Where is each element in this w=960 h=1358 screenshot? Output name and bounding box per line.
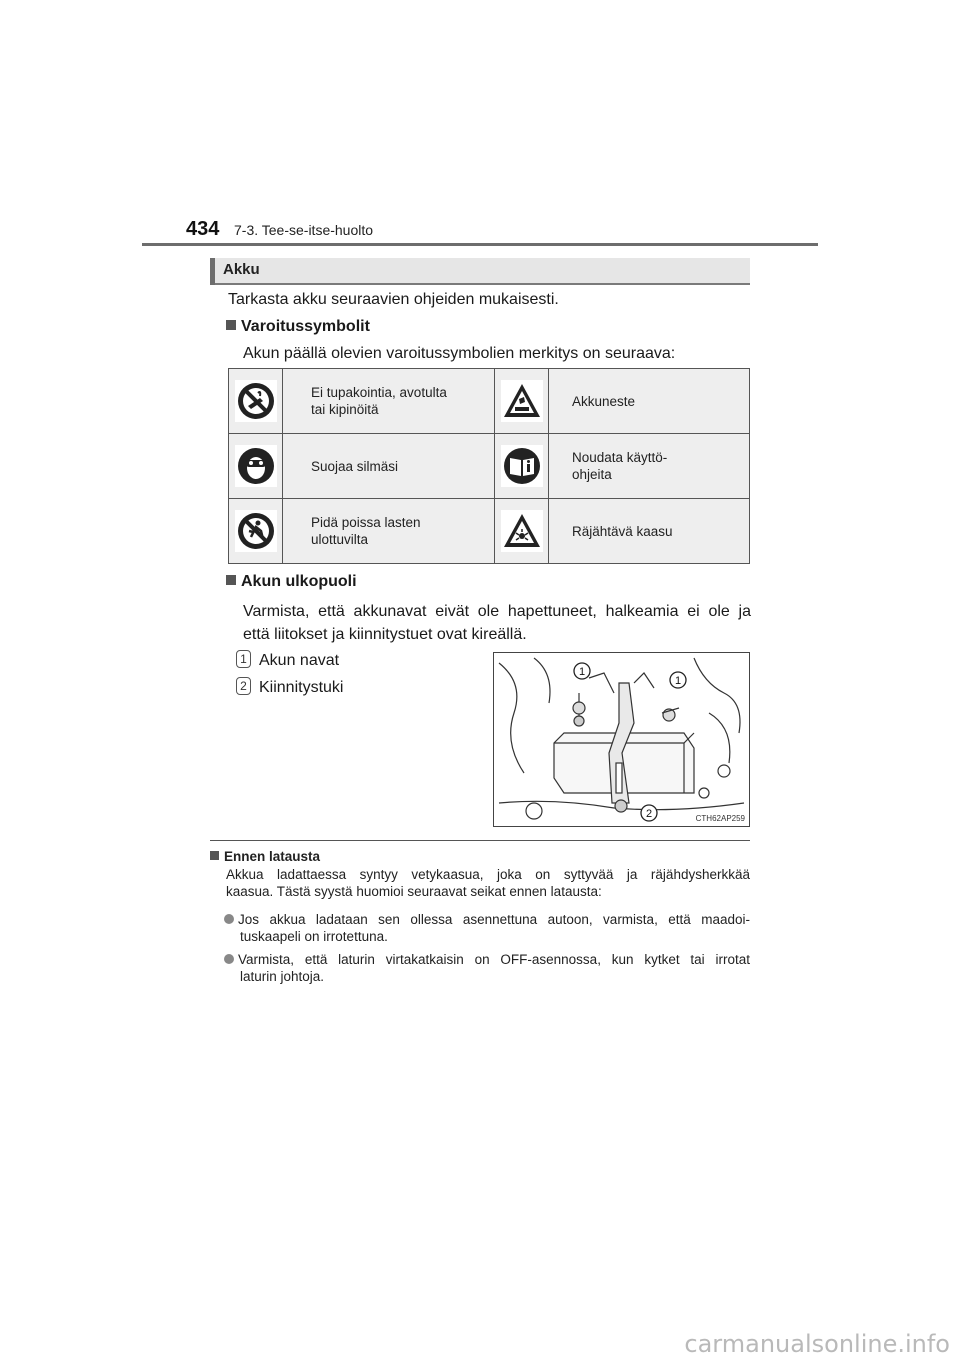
bullet-line: laturin johtoja. [240,969,325,984]
list-item [236,677,343,697]
number-badge: 2 [236,677,251,695]
square-bullet-icon [210,851,219,860]
section-divider [210,840,750,841]
list-item [236,650,339,670]
exterior-heading: Akun ulkopuoli [241,573,357,590]
symbol-cell [229,434,283,498]
header-divider [142,243,818,246]
symbol-cell [495,369,549,433]
list-item-label: Kiinnitystuki [259,679,344,696]
warnings-heading-row [226,318,370,336]
illustration-code: CTH62AP259 [695,814,745,823]
bullet-line: Jos akkua ladataan sen ollessa asennettuna autoon, varmista, että maadoi- [238,912,750,927]
symbol-cell [229,369,283,433]
callout-number: 1 [674,675,682,687]
symbol-label [311,434,398,498]
symbol-label-line: Räjähtävä kaasu [572,523,673,539]
charging-heading: Ennen latausta [224,849,321,864]
symbol-label-line: Ei tupakointia, avotulta [311,385,447,400]
charging-paragraph [226,866,750,900]
callout-number: 1 [578,666,586,678]
symbol-label-line: tai kipinöitä [311,402,379,417]
symbol-cell [495,434,549,498]
explosive-gas-icon [501,510,543,552]
symbol-cell [229,499,283,563]
list-item-label: Akun navat [259,652,340,669]
symbol-label [572,499,673,563]
square-bullet-icon [226,575,236,585]
exterior-line: että liitokset ja kiinnitystuet ovat kireällä. [243,626,527,643]
bullet-line: Varmista, että laturin virtakatkaisin on OFF-asennossa, kun kytket tai irrotat [238,952,750,967]
section-header [210,258,750,285]
table-row [229,369,749,434]
watermark: carmanualsonline.info [684,1330,950,1358]
page-number: 434 [186,218,220,240]
symbol-label [572,369,635,433]
eye-protection-icon [235,445,277,487]
exterior-line: Varmista, että akkunavat eivät ole hapettuneet, halkeamia ei ole ja [243,603,751,620]
section-title: Akku [223,261,260,278]
symbol-label-line: ohjeita [572,467,612,482]
exterior-text [243,600,751,646]
exterior-heading-row [226,573,357,591]
section-intro: Tarkasta akku seuraavien ohjeiden mukaisesti. [228,291,559,308]
paragraph-line: kaasua. Tästä syystä huomioi seuraavat seikat ennen latausta: [226,884,602,899]
symbol-cell [495,499,549,563]
chapter-title: 7-3. Tee-se-itse-huolto [234,222,374,238]
list-item [224,951,750,985]
battery-illustration [493,652,750,827]
section-marker [210,258,215,285]
symbol-label-line: Pidä poissa lasten [311,515,421,530]
symbol-label [311,369,447,433]
symbol-label [311,499,421,563]
square-bullet-icon [226,320,236,330]
table-row [229,499,749,563]
symbol-label-line: Noudata käyttö- [572,450,668,465]
symbol-label-line: Suojaa silmäsi [311,458,399,474]
battery-acid-icon [501,380,543,422]
keep-away-children-icon [235,510,277,552]
symbol-label [572,434,667,498]
no-smoking-icon [235,380,277,422]
table-row [229,434,749,499]
read-manual-icon [501,445,543,487]
bullet-dot-icon [224,914,234,924]
callout-number: 2 [645,808,653,820]
bullet-line: tuskaapeli on irrotettuna. [240,929,388,944]
paragraph-line: Akkua ladattaessa syntyy vetykaasua, joka on syttyvää ja räjähdysherkkää [226,867,750,882]
warning-symbols-table [228,368,750,564]
battery-drawing-icon [494,653,749,826]
list-item [224,911,750,945]
symbol-label-line: ulottuvilta [311,532,369,547]
charging-heading-row [210,849,320,864]
symbol-label-line: Akkuneste [572,393,636,409]
warnings-heading: Varoitussymbolit [241,318,370,335]
warnings-description: Akun päällä olevien varoitussymbolien merkitys on seuraava: [243,345,676,362]
bullet-dot-icon [224,954,234,964]
number-badge: 1 [236,650,251,668]
